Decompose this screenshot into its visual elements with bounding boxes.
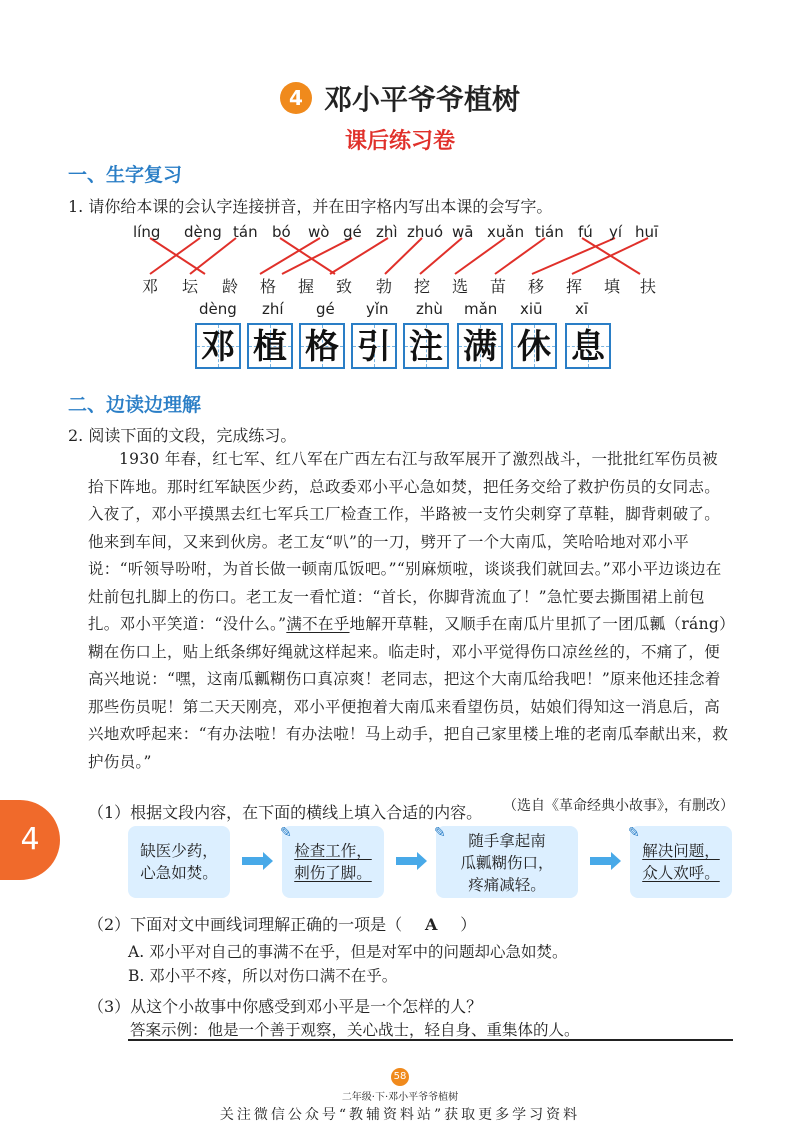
pinyin: mǎn [464,300,498,318]
char: 挥 [566,277,583,296]
flow-text: 疼痛减轻。 [468,876,546,894]
flow-answer: 解决问题， [642,842,720,860]
page-title: 邓小平爷爷植树 [323,83,520,116]
pinyin: tián [535,223,564,241]
match-line [495,238,545,274]
option-a: A. 邓小平对自己的事满不在乎，但是对军中的问题却心急如焚。 [128,943,568,961]
passage-text: 1930 年春，红七军、红八军在广西左右江与敌军展开了激烈战斗，一批批红军伤员被抬下阵地。那时红军缺医少药，总政委邓小平心急如焚，把任务交给了救护伤员的女同志。入夜了，邓小平摸黑去红七军兵工厂检查工作，半路被一支竹尖刺穿了草鞋，脚背刺破了。他来到车间，又来到伙房。老工友“叭”的一刀，劈开了一个大南瓜，笑哈哈地对邓小平说：“听领导吩咐，为首长做一顿南瓜饭吧。”“别麻烦啦，谈谈我们就回去。”邓小平边谈边在灶前包扎脚上的伤口。老工友一看忙道：“首长，你脚背流血了！”急忙要去撕围裙上前包扎。邓小平笑道：“没什么。” [88,450,722,633]
tianzige-cell [511,323,557,369]
footer-caption: 二年级·下·邓小平爷爷植树 [341,1092,459,1103]
written-char: 格 [305,327,339,367]
written-char: 注 [409,327,443,367]
written-char: 植 [253,327,287,367]
sub-question-3: （3）从这个小故事中你感受到邓小平是一个怎样的人？ [88,997,483,1016]
sub-question-1: （1）根据文段内容，在下面的横线上填入合适的内容。 [88,803,483,822]
sub-question-2-close: ） [460,915,477,934]
underlined-phrase: 满不在乎 [286,615,350,633]
section-heading-2: 二、边读边理解 [68,394,202,416]
match-line [532,238,615,274]
flow-box [630,826,732,898]
char: 扶 [640,277,657,296]
written-char: 邓 [201,327,235,367]
char: 龄 [222,277,239,296]
char: 选 [452,277,469,296]
passage-text: 地解开草鞋，又顺手在南瓜片里抓了一团瓜瓤（ráng）糊在伤口上，贴上纸条绑好绳就这样起来。临走时，邓小平觉得伤口凉丝丝的，不痛了，便高兴地说：“嘿，这南瓜瓤糊伤口真凉爽！老同志，把这个大南瓜给我吧！”原来他还挂念着那些伤员呢！第二天天刚亮，邓小平便抱着大南瓜来看望伤员，姑娘们得知这一消息后，高兴地欢呼起来：“有办法啦！有办法啦！马上动手，把自己家里楼上堆的老南瓜奉献出来，救护伤员。” [88,615,729,771]
match-line [190,238,236,274]
pinyin: zhù [416,300,443,318]
char: 格 [260,277,277,296]
flow-text: 随手拿起南 [468,832,546,850]
flow-box [436,826,578,898]
footer-notice: 关注微信公众号“教辅资料站”获取更多学习资料 [219,1107,581,1123]
arrow-right-icon [590,857,612,865]
match-line [282,238,352,274]
pinyin: bó [272,223,291,241]
tianzige-cell [351,323,397,369]
match-line [330,238,388,274]
flow-box [128,826,230,898]
char: 坛 [182,277,199,296]
match-line [455,238,505,274]
pinyin: líng [133,223,161,241]
pencil-icon: ✎ [434,825,446,841]
flow-box [282,826,384,898]
char: 勃 [376,277,393,296]
flow-text: 心急如焚。 [140,864,218,882]
pencil-icon: ✎ [628,825,640,841]
pinyin: zhuó [407,223,444,241]
pinyin: yí [609,223,623,241]
char: 握 [298,277,315,296]
char: 致 [336,277,353,296]
pinyin: dèng [184,223,222,241]
written-char: 息 [571,327,605,367]
tianzige-cell [403,323,449,369]
pinyin: gé [343,223,362,241]
reading-passage [88,446,733,776]
pencil-icon: ✎ [280,825,292,841]
pinyin: zhì [376,223,398,241]
char: 邓 [142,277,159,296]
flow-answer: 刺伤了脚。 [294,864,372,882]
matching-lines [0,0,800,300]
passage-source: （选自《革命经典小故事》，有删改） [503,798,734,814]
flow-text: 瓜瓤糊伤口， [460,854,554,872]
pinyin: xuǎn [487,223,525,241]
match-line [385,238,422,274]
written-char: 休 [517,327,551,367]
pinyin: xī [575,300,589,318]
page-subtitle: 课后练习卷 [344,128,455,154]
pinyin: tán [233,223,258,241]
pinyin: huī [635,223,659,241]
pinyin: dèng [199,300,237,318]
tianzige-cell [565,323,611,369]
question-1: 1. 请你给本课的会认字连接拼音，并在田字格内写出本课的会写字。 [68,197,553,216]
pinyin: zhí [262,300,284,318]
answer-line [128,1039,733,1041]
answer-choice: A [424,915,438,934]
match-line [420,238,462,274]
written-char: 满 [463,327,497,367]
pinyin: wā [452,223,474,241]
tianzige-cell [195,323,241,369]
sub-question-2 [88,912,476,935]
answer-example: 答案示例：他是一个善于观察，关心战士，轻自身、重集体的人。 [130,1021,580,1039]
tianzige-cell [457,323,503,369]
pinyin: yǐn [366,300,389,318]
section-heading-1: 一、生字复习 [68,164,183,186]
question-2: 2. 阅读下面的文段，完成练习。 [68,426,297,445]
pinyin: wò [308,223,330,241]
pinyin: gé [316,300,335,318]
tianzige-cell [247,323,293,369]
lesson-number-badge: 4 [280,82,312,114]
pinyin: xiū [520,300,543,318]
char: 挖 [414,277,431,296]
option-b: B. 邓小平不疼，所以对伤口满不在乎。 [128,967,398,985]
pinyin: fú [578,223,593,241]
flow-answer: 检查工作， [294,842,372,860]
char: 移 [528,277,545,296]
arrow-right-icon [242,857,264,865]
tianzige-cell [299,323,345,369]
written-char: 引 [357,327,391,367]
sub-question-2-text: （2）下面对文中画线词理解正确的一项是（ [88,915,403,934]
char: 填 [604,277,621,296]
char: 苗 [490,277,507,296]
flow-answer: 众人欢呼。 [642,864,720,882]
flow-text: 缺医少药， [140,842,218,860]
side-tab: 4 [0,800,60,880]
match-line [572,238,648,274]
page-number: 58 [391,1068,409,1086]
arrow-right-icon [396,857,418,865]
